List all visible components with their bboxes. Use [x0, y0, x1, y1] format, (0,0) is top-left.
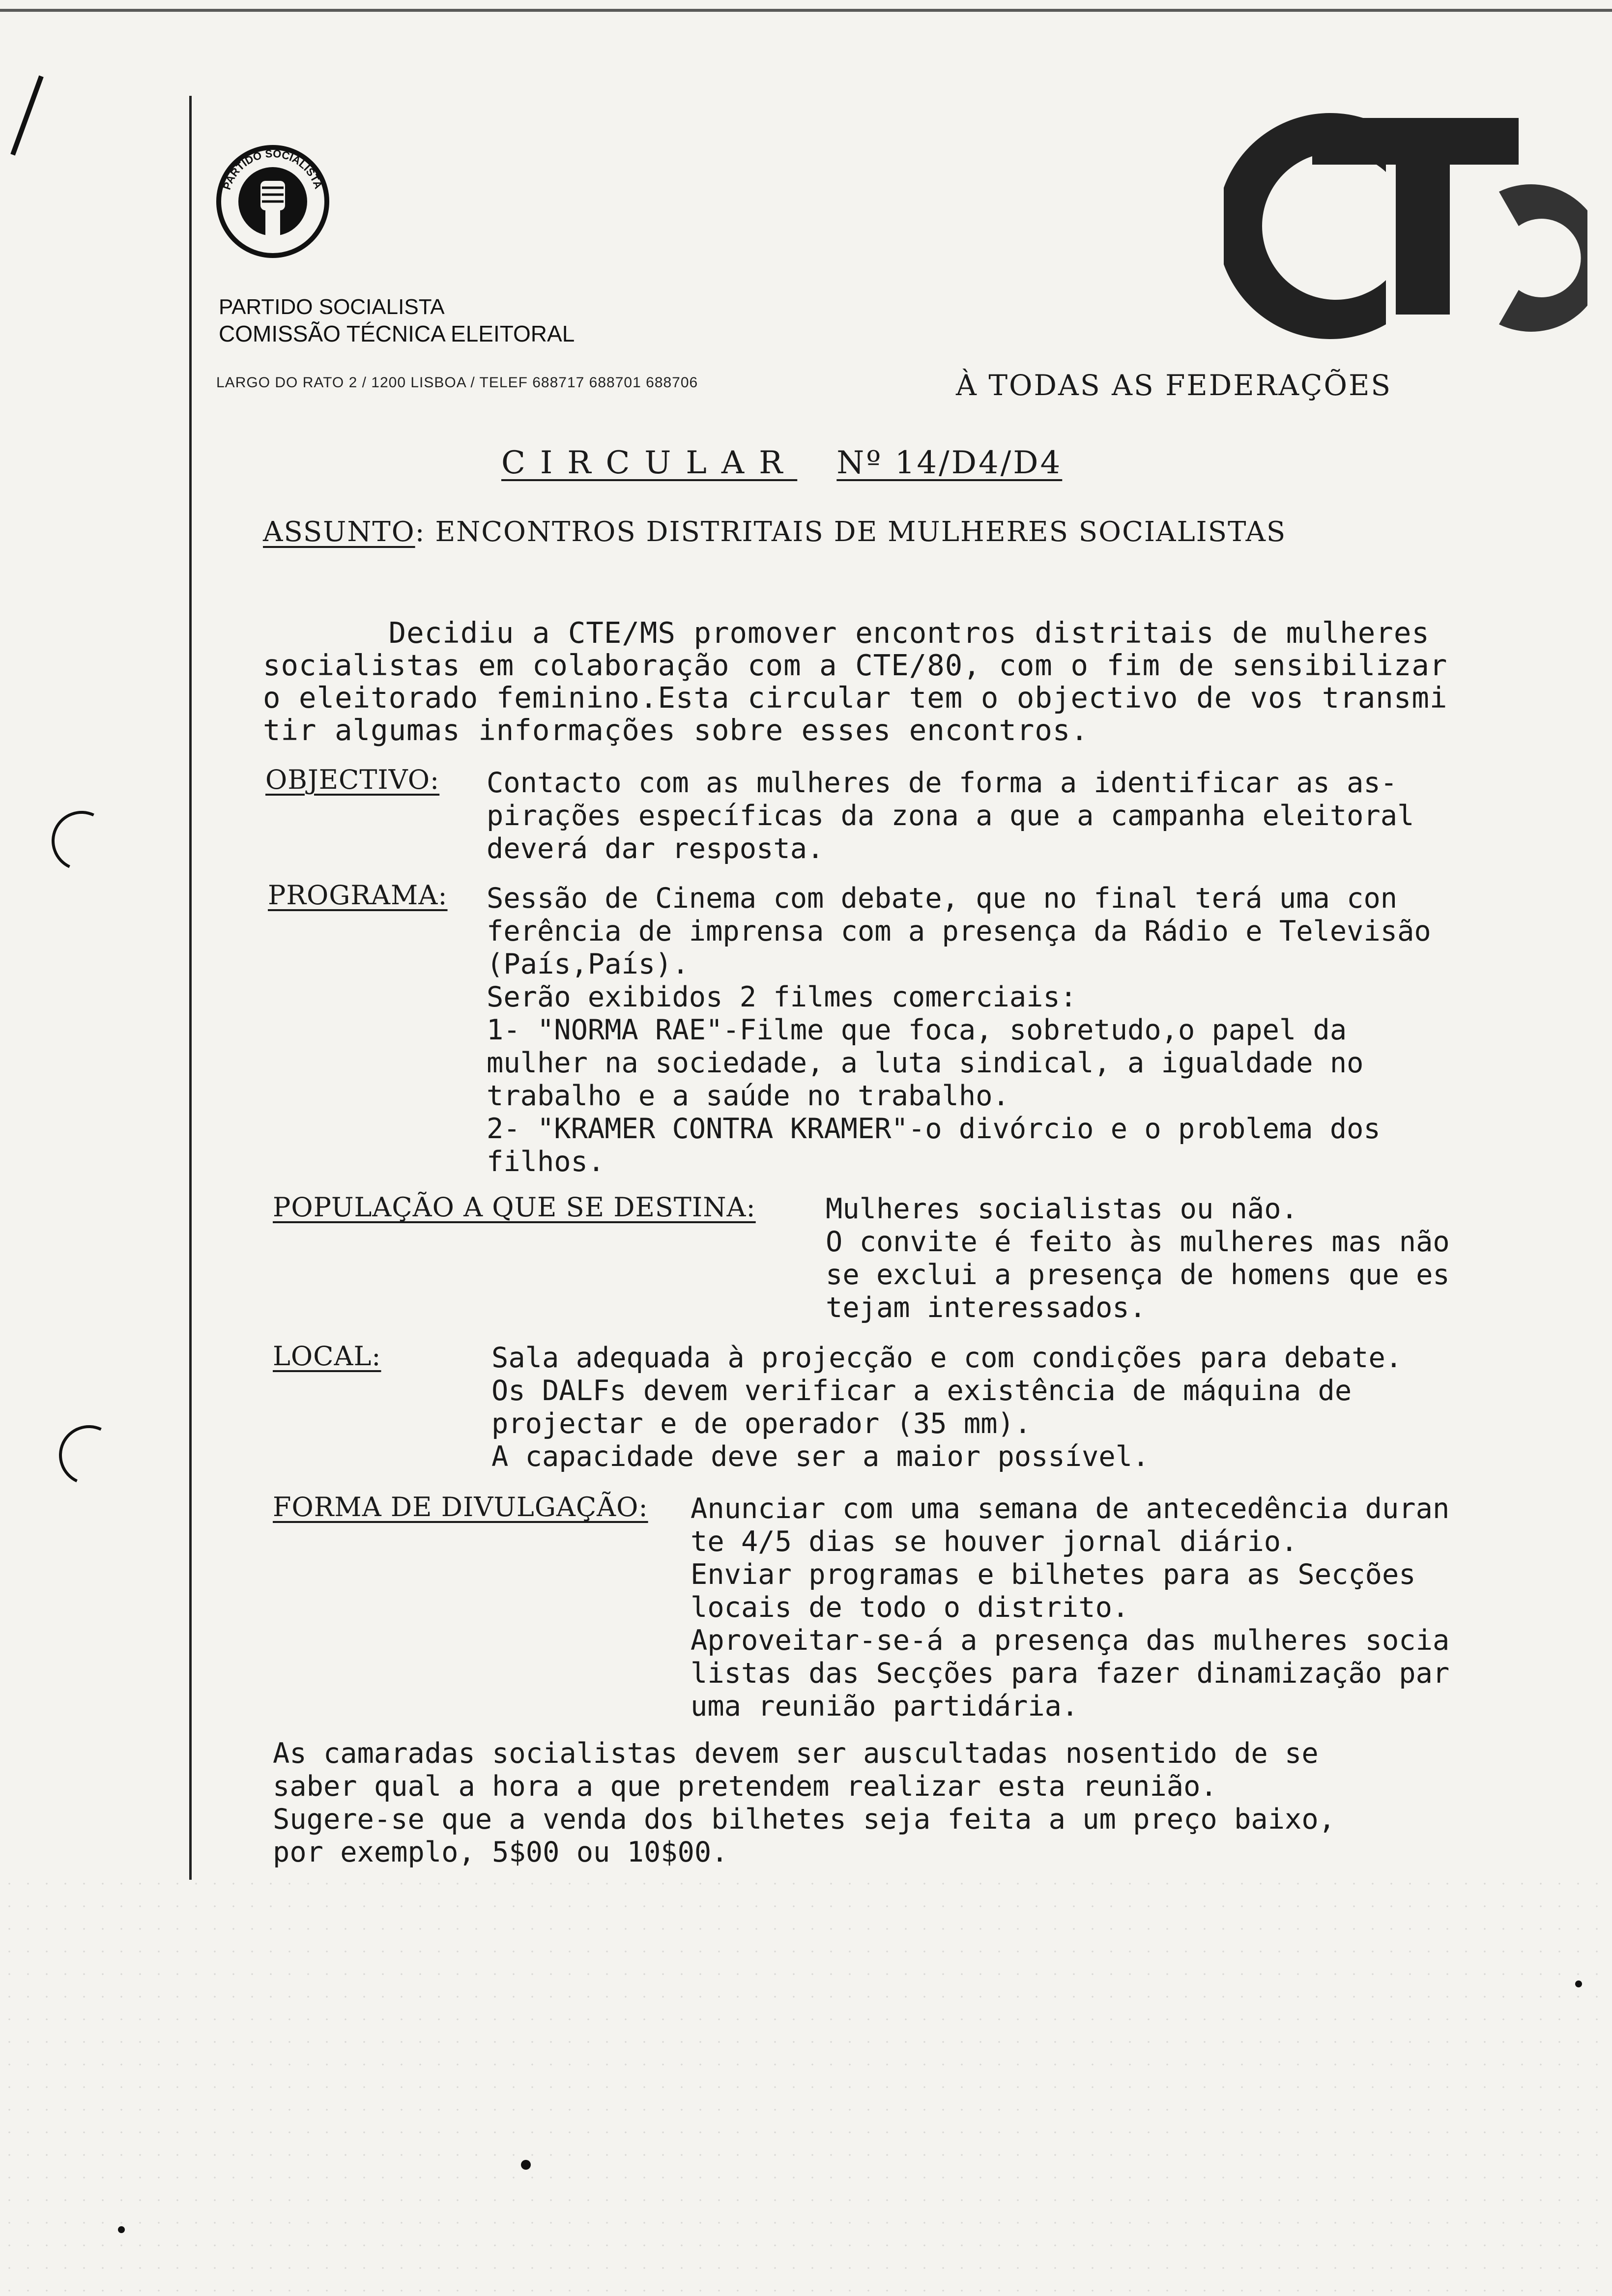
circular-title: CIRCULAR — [501, 445, 798, 481]
section-body-divulgacao: Anunciar com uma semana de antecedência duran te 4/5 dias se houver jornal diário. Enviar programas e bilhetes para as Secções locais de todo o distrito. Aproveitar-se-á a presença das mulheres socia listas das Secções para fazer dinamização par uma reunião partidária. — [691, 1492, 1450, 1722]
circular-heading — [501, 445, 1062, 481]
section-label-populacao: POPULAÇÃO A QUE SE DESTINA: — [273, 1192, 756, 1223]
sender-address: LARGO DO RATO 2 / 1200 LISBOA / TELEF 688717 688701 688706 — [216, 374, 698, 391]
section-label-local: LOCAL: — [273, 1341, 381, 1372]
scan-dot-noise — [0, 1872, 1612, 2296]
section-body-populacao: Mulheres socialistas ou não. O convite é feito às mulheres mas não se exclui a presença de homens que es tejam interessados. — [826, 1193, 1450, 1324]
subject-line: ASSUNTO: ENCONTROS DISTRITAIS DE MULHERES SOCIALISTAS — [263, 516, 1287, 548]
scan-speck — [1575, 1980, 1582, 1987]
section-body-local: Sala adequada à projecção e com condições para debate. Os DALFs devem verificar a existência de máquina de projectar e de operador (35 mm). A capacidade deve ser a maior possível. — [491, 1342, 1403, 1473]
scan-speck — [521, 2160, 531, 2170]
subject-text: ENCONTROS DISTRITAIS DE MULHERES SOCIALISTAS — [435, 516, 1287, 548]
cte-logo — [1224, 93, 1587, 359]
commission-name: COMISSÃO TÉCNICA ELEITORAL — [219, 321, 575, 346]
section-label-programa: PROGRAMA: — [268, 880, 448, 911]
subject-label: ASSUNTO — [263, 516, 415, 548]
section-body-objectivo: Contacto com as mulheres de forma a identificar as as- pirações específicas da zona a que a campanha eleitoral deverá dar resposta. — [487, 767, 1414, 865]
ps-fist-logo — [214, 143, 332, 260]
scan-speck — [118, 2226, 125, 2233]
margin-rule — [189, 96, 192, 1880]
section-label-objectivo: OBJECTIVO: — [265, 764, 440, 795]
scan-top-edge — [0, 9, 1612, 12]
section-body-programa: Sessão de Cinema com debate, que no final terá uma con ferência de imprensa com a presença da Rádio e Televisão (País,País). Serão exibidos 2 filmes comerciais: 1- "NORMA RAE"-Filme que foca, sobretudo,o papel da mulher na sociedade, a luta sindical, a igualdade no trabalho e a saúde no trabalho. 2- "KRAMER CONTRA KRAMER"-o divórcio e o problema dos filhos. — [487, 882, 1431, 1178]
punch-hole-mark — [43, 803, 120, 879]
pen-mark — [10, 75, 44, 155]
addressee: À TODAS AS FEDERAÇÕES — [956, 369, 1392, 402]
party-name: PARTIDO SOCIALISTA — [219, 295, 445, 319]
circular-number: Nº 14/D4/D4 — [836, 445, 1063, 481]
section-label-divulgacao: FORMA DE DIVULGAÇÃO: — [273, 1492, 648, 1522]
punch-hole-mark — [51, 1417, 127, 1493]
closing-paragraph: As camaradas socialistas devem ser auscultadas nosentido de se saber qual a hora a que pretendem realizar esta reunião. Sugere-se que a venda dos bilhetes seja feita a um preço baixo, por exemplo, 5$00 ou 10$00. — [273, 1737, 1335, 1868]
svg-text:PARTIDO SOCIALISTA: PARTIDO SOCIALISTA — [220, 147, 325, 192]
intro-paragraph: Decidiu a CTE/MS promover encontros distritais de mulheres socialistas em colaboração com a CTE/80, com o fim de sensibilizar o eleitorado feminino.Esta circular tem o objectivo de vos transmi tir algumas informações sobre esses encontros. — [263, 616, 1448, 747]
